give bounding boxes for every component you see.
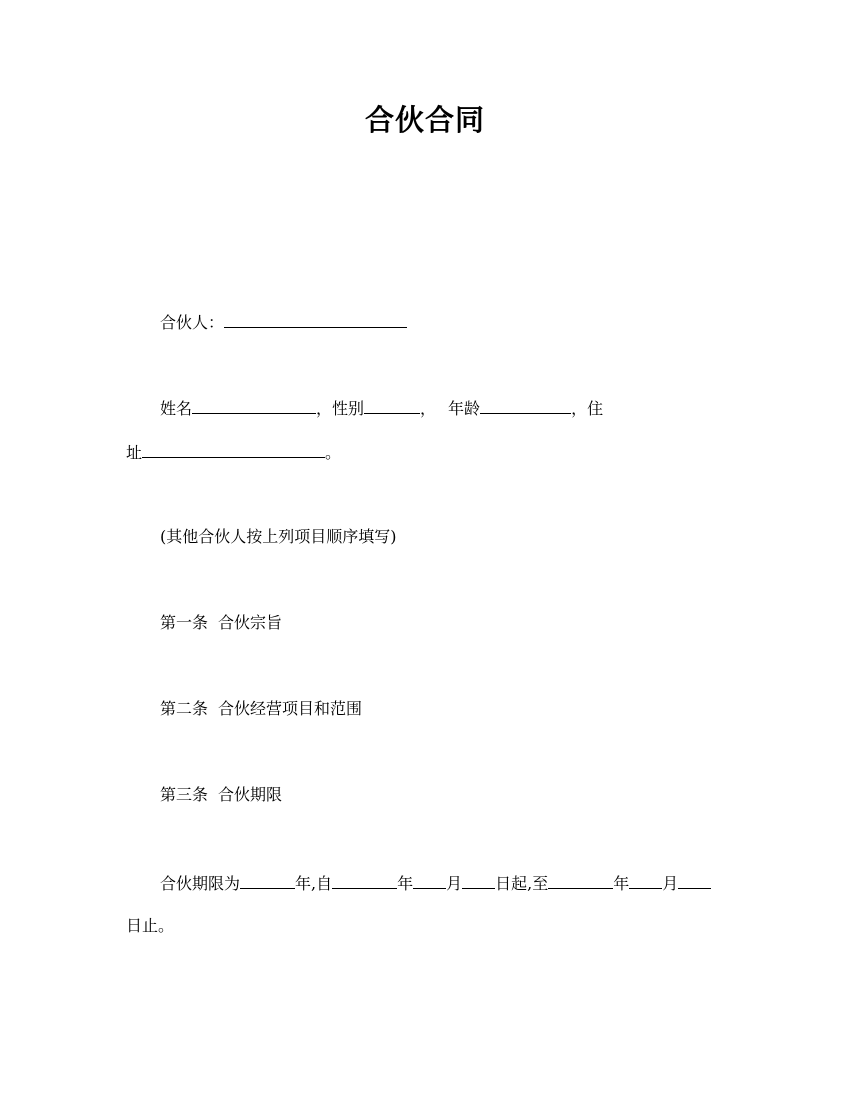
name-label: 姓名 <box>160 399 193 418</box>
gender-label: ，性别 <box>316 399 365 418</box>
article-heading: 合伙经营项目和范围 <box>218 699 363 718</box>
end-month-blank[interactable] <box>629 871 662 889</box>
term-line <box>160 871 711 895</box>
end-day-blank[interactable] <box>678 871 711 889</box>
start-month-blank[interactable] <box>413 871 446 889</box>
start-year-blank[interactable] <box>332 871 397 889</box>
age-blank[interactable] <box>480 396 571 414</box>
address-blank[interactable] <box>142 440 325 458</box>
end-year-label: 年 <box>613 874 630 893</box>
address-label-end: 址 <box>126 443 143 462</box>
gender-blank[interactable] <box>364 396 420 414</box>
term-year-unit: 年,自 <box>295 874 333 893</box>
age-label: 年龄 <box>448 399 481 418</box>
identity-line <box>160 396 603 420</box>
start-day-label: 日起,至 <box>495 874 549 893</box>
term-prefix: 合伙期限为 <box>160 874 241 893</box>
end-year-blank[interactable] <box>548 871 613 889</box>
partner-blank[interactable] <box>224 310 407 328</box>
term-years-blank[interactable] <box>240 871 295 889</box>
note-line: (其他合伙人按上列项目顺序填写) <box>160 527 397 546</box>
article-number: 第三条 <box>160 785 209 804</box>
end-month-label: 月 <box>662 874 679 893</box>
partner-line <box>160 310 407 334</box>
address-label-start: ，住 <box>571 399 604 418</box>
start-year-label: 年 <box>397 874 414 893</box>
age-separator: ， <box>420 399 437 418</box>
article-2 <box>160 698 362 720</box>
start-month-label: 月 <box>446 874 463 893</box>
address-line <box>126 440 341 464</box>
term-end-line: 日止。 <box>126 916 175 935</box>
name-blank[interactable] <box>192 396 316 414</box>
article-heading: 合伙宗旨 <box>218 613 283 632</box>
article-heading: 合伙期限 <box>218 785 283 804</box>
partner-label: 合伙人： <box>160 313 225 332</box>
page-title: 合伙合同 <box>364 103 485 137</box>
address-end-mark: 。 <box>325 443 342 462</box>
article-1 <box>160 612 282 634</box>
start-day-blank[interactable] <box>462 871 495 889</box>
article-number: 第一条 <box>160 613 209 632</box>
article-3 <box>160 784 282 806</box>
article-number: 第二条 <box>160 699 209 718</box>
